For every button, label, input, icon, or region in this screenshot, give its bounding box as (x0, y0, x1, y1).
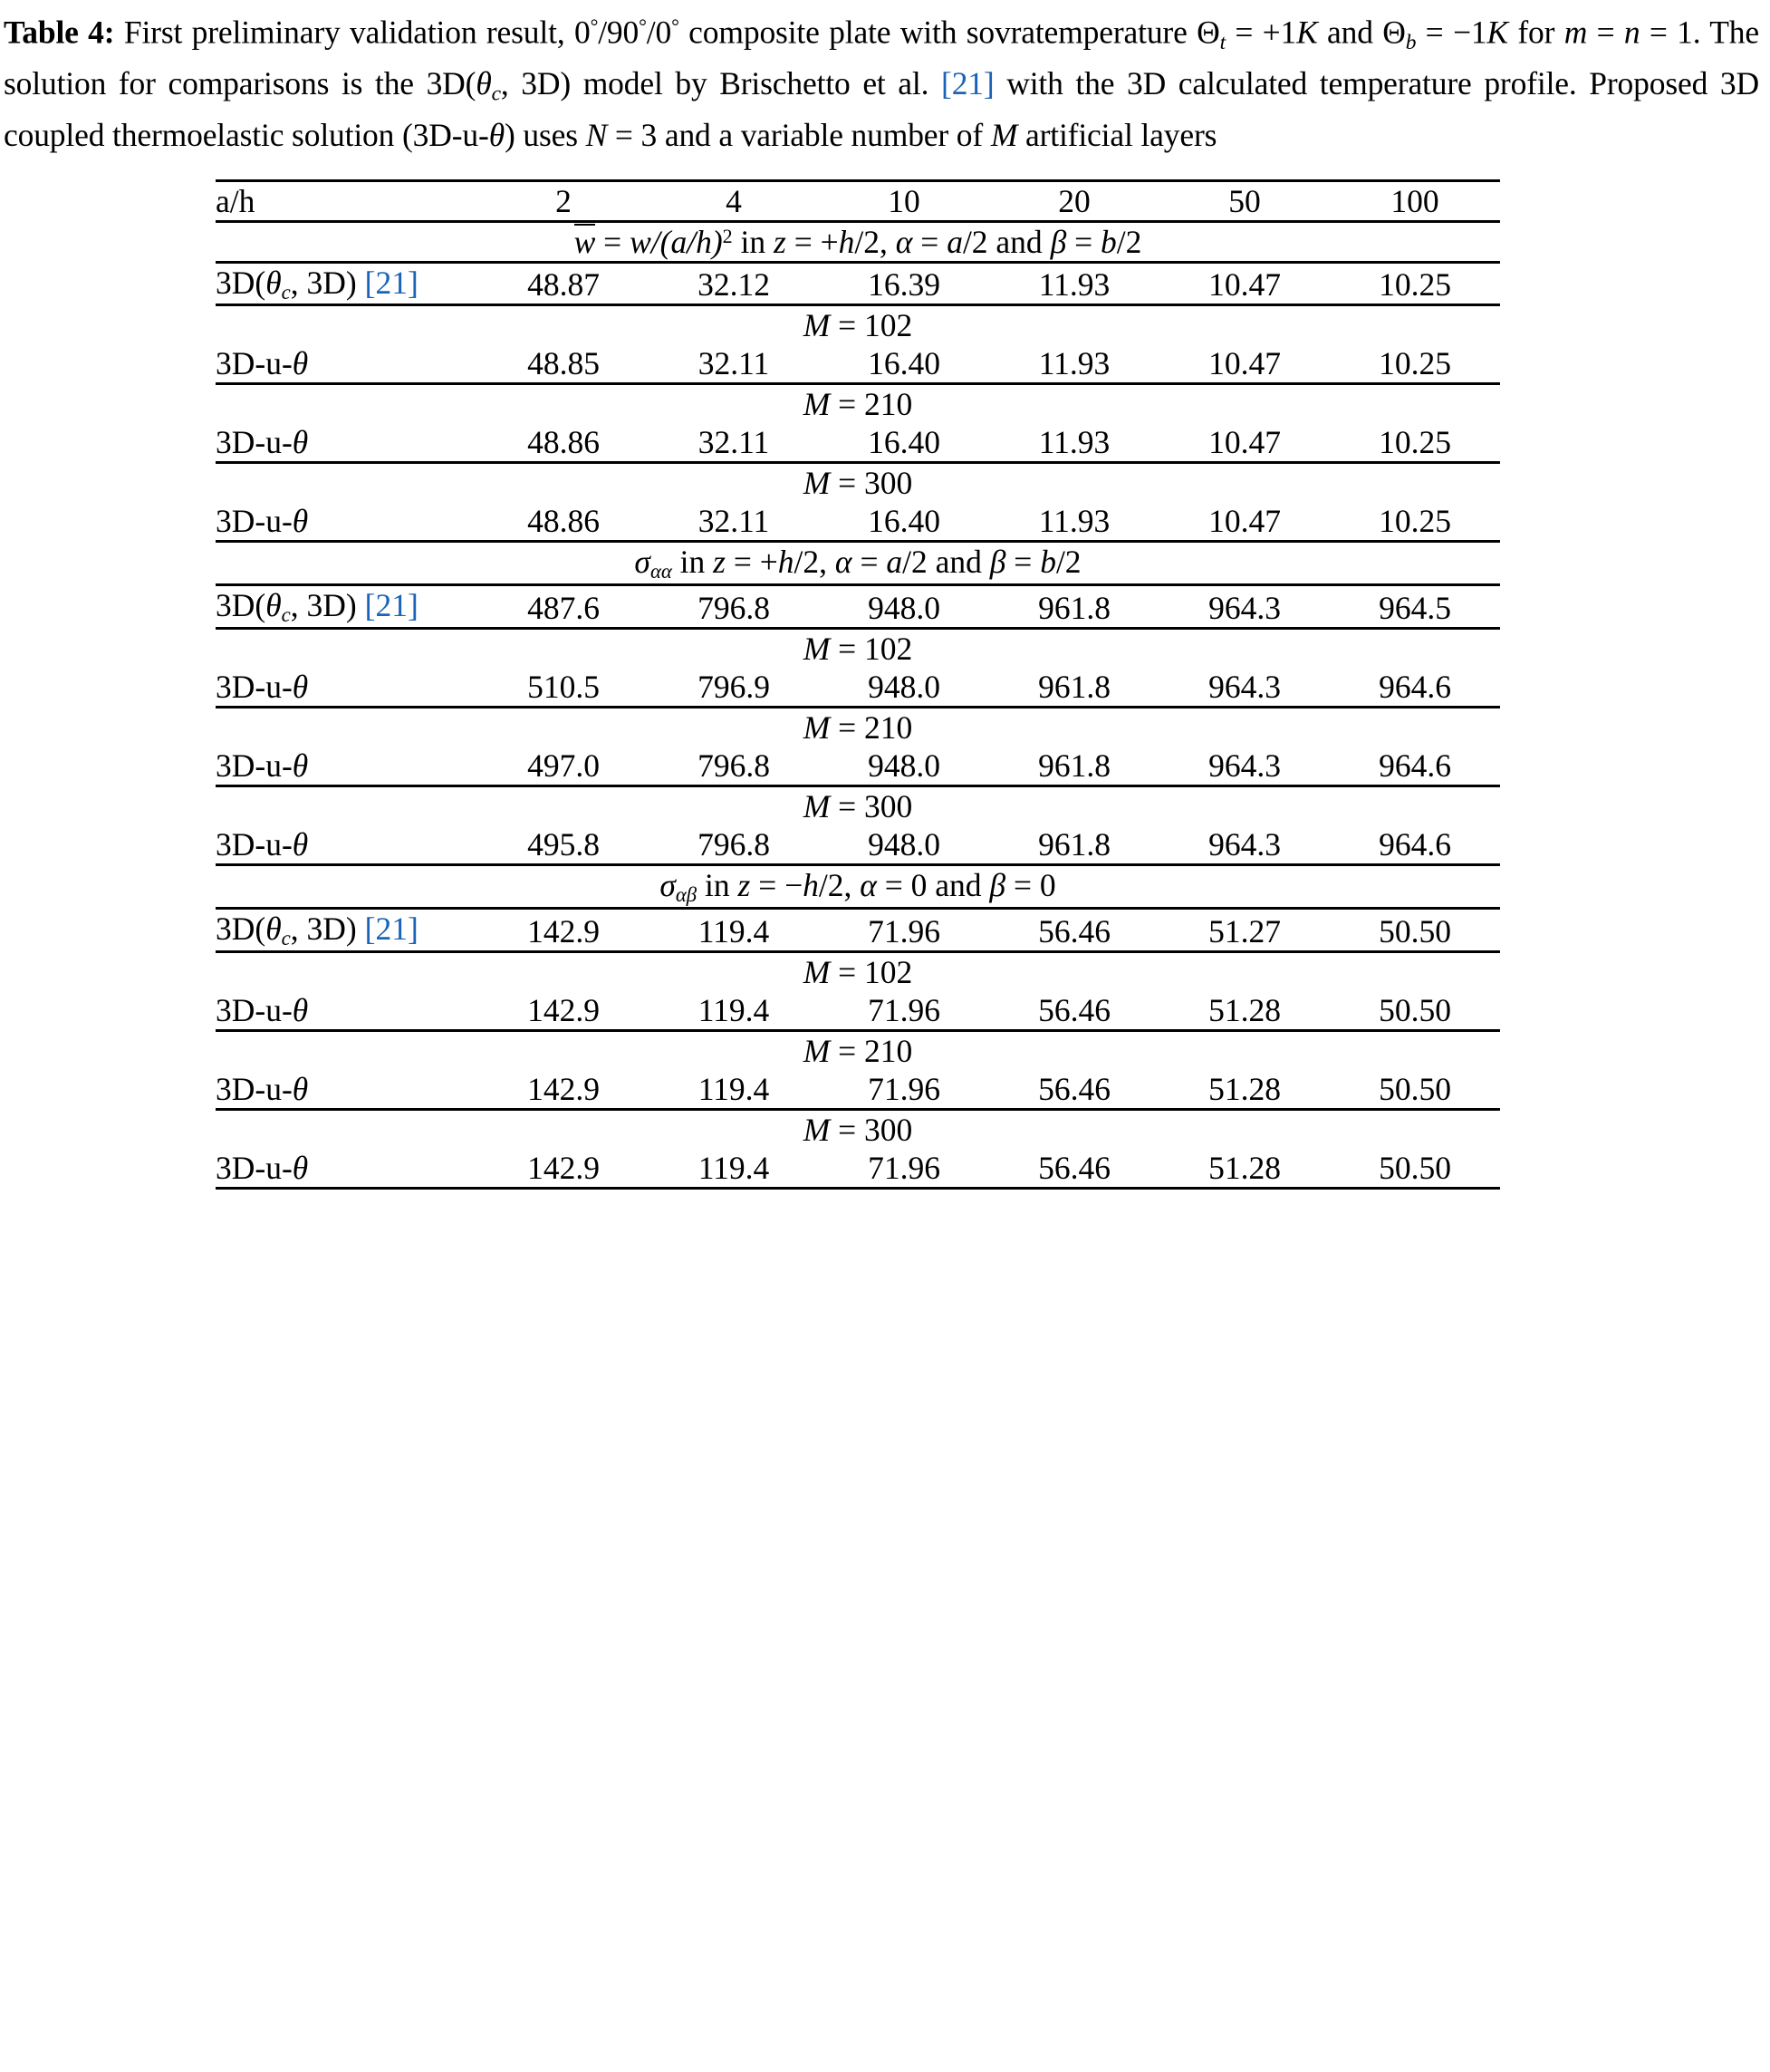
row-label-3d-u-theta (216, 825, 478, 865)
var-b-2: b (1040, 544, 1056, 581)
m-eq: = (830, 631, 865, 668)
cell-value: 10.25 (1379, 503, 1451, 540)
cell-value: 32.11 (697, 503, 770, 540)
word-in-1: in (732, 223, 774, 260)
ref-theta-sub: c (281, 603, 291, 627)
cell-value: 948.0 (819, 585, 989, 629)
cell-value: 142.9 (527, 1071, 600, 1108)
cell-value: 16.39 (819, 262, 989, 305)
half-7: /2, (818, 867, 861, 904)
caption-seg-7: = −1 (1416, 14, 1487, 51)
citation-link-21[interactable]: 21 (375, 911, 408, 948)
ref-bracket-close: ] (407, 587, 418, 624)
cell-value: 119.4 (697, 1150, 770, 1187)
cell-value: 964.3 (1208, 669, 1281, 706)
var-beta-2: β (989, 544, 1006, 581)
var-M: M (990, 116, 1018, 153)
m-symbol: M (803, 954, 831, 991)
cell-value: 497.0 (527, 747, 600, 785)
eq-8: = − (750, 867, 803, 904)
cell-value: 964.6 (1379, 747, 1451, 785)
m-number: 102 (864, 954, 913, 991)
cell-value: 71.96 (868, 1150, 940, 1187)
cell-value: 56.46 (1038, 1150, 1111, 1187)
cell-value: 50.50 (1379, 1071, 1451, 1108)
eq-1: = (595, 223, 630, 260)
m-number: 210 (864, 1033, 913, 1070)
table-row (216, 909, 1500, 952)
cell-value: 964.5 (1330, 585, 1500, 629)
cell-value: 948.0 (868, 669, 940, 706)
caption-seg-11: , 3D) model by Brischetto et al. (500, 64, 942, 101)
m-value-label (216, 629, 1500, 669)
degree-symbol-3: ° (671, 14, 679, 37)
table-header-row (216, 180, 1500, 221)
cell-value: 10.47 (1208, 345, 1281, 382)
ref-prefix: 3D( (216, 264, 266, 301)
var-a-3: a (886, 544, 903, 581)
m-value-label (216, 708, 1500, 747)
paren-open-1: /( (650, 223, 671, 260)
ref-tail: , 3D) (290, 587, 365, 624)
cell-value: 56.46 (1038, 1071, 1111, 1108)
cell-value: 964.6 (1379, 669, 1451, 706)
cell-value: 796.8 (649, 585, 819, 629)
sigma-symbol: σ (634, 544, 650, 581)
table-bottom-rule (216, 1189, 1500, 1190)
proposed-theta: θ (292, 1150, 309, 1187)
cell-value: 56.46 (1038, 992, 1111, 1029)
m-value-label (216, 952, 1500, 992)
cell-value: 51.28 (1208, 1150, 1281, 1187)
cell-value: 32.11 (697, 424, 770, 461)
paren-close-1: ) (711, 223, 723, 260)
cell-value: 48.86 (527, 503, 600, 540)
word-in-3: in (697, 867, 738, 904)
cell-value: 796.8 (697, 747, 770, 785)
caption-seg-5: = +1 (1225, 14, 1297, 51)
proposed-theta: θ (292, 424, 309, 461)
proposed-prefix: 3D-u- (216, 424, 293, 461)
m-value-row-210 (216, 384, 1500, 424)
proposed-prefix: 3D-u- (216, 747, 293, 785)
m-number: 300 (864, 788, 913, 825)
var-alpha-1: α (895, 223, 913, 260)
m-value-row-102 (216, 629, 1500, 669)
row-label-3d-u-theta (216, 991, 478, 1031)
cell-value: 495.8 (527, 826, 600, 863)
table-container (0, 179, 1770, 1190)
cell-value: 11.93 (989, 262, 1159, 305)
eq-7: = (1005, 544, 1041, 581)
var-z-3: z (737, 867, 751, 904)
eq-10: = 0 (1005, 867, 1056, 904)
cell-value: 964.6 (1379, 826, 1451, 863)
section-header-row-wbar (216, 221, 1500, 262)
table-row (216, 1149, 1500, 1189)
row-label-3d-u-theta (216, 747, 478, 786)
cell-value: 961.8 (989, 585, 1159, 629)
m-symbol: M (803, 1033, 831, 1070)
slash-1: / (687, 223, 697, 260)
m-symbol: M (803, 709, 831, 747)
proposed-theta: θ (292, 669, 309, 706)
degree-symbol-2: ° (639, 14, 647, 37)
proposed-theta: θ (292, 503, 309, 540)
sigma-subscript: αβ (675, 883, 697, 907)
cell-value: 32.12 (649, 262, 819, 305)
cell-value: 119.4 (697, 992, 770, 1029)
m-symbol: M (803, 386, 831, 423)
m-value-row-102 (216, 952, 1500, 992)
bottom-rule-cell (216, 1189, 1500, 1190)
var-z-2: z (713, 544, 726, 581)
cell-value: 961.8 (1038, 747, 1111, 785)
var-N: N (585, 116, 608, 153)
m-symbol: M (803, 1112, 831, 1149)
proposed-theta: θ (292, 1071, 309, 1108)
cell-value: 10.47 (1208, 424, 1281, 461)
degree-symbol-1: ° (590, 14, 599, 37)
m-eq: = (830, 1112, 865, 1149)
caption-seg-8: for (1507, 14, 1564, 51)
section-header-sigma-alpha-beta (216, 865, 1500, 909)
word-in-2: in (671, 544, 714, 581)
var-alpha-3: α (860, 867, 877, 904)
var-b-1: b (1101, 223, 1117, 260)
proposed-prefix: 3D-u- (216, 1071, 293, 1108)
m-value-row-102 (216, 305, 1500, 345)
ref-bracket-open: [ (364, 911, 376, 948)
eq-9: = 0 and (876, 867, 990, 904)
column-header-4: 4 (649, 180, 819, 221)
cell-value: 964.3 (1208, 747, 1281, 785)
cell-value: 10.25 (1330, 262, 1500, 305)
cell-value: 48.85 (527, 345, 600, 382)
row-label-3d-reference (216, 262, 478, 305)
cell-value: 10.47 (1208, 503, 1281, 540)
cell-value: 142.9 (527, 1150, 600, 1187)
var-h-2: h (838, 223, 855, 260)
ref-bracket-open: [ (364, 587, 376, 624)
exponent-2: 2 (722, 224, 733, 247)
m-symbol: M (803, 788, 831, 825)
m-value-label (216, 1031, 1500, 1071)
cell-value: 50.50 (1379, 1150, 1451, 1187)
caption-seg-14: = 3 and a variable number of (607, 116, 991, 153)
column-header-ah: a/h (216, 180, 478, 221)
cell-value: 796.8 (697, 826, 770, 863)
row-label-3d-u-theta (216, 1070, 478, 1110)
table-caption-label: Table 4: (4, 14, 115, 51)
cell-value: 10.25 (1379, 424, 1451, 461)
m-number: 300 (864, 1112, 913, 1149)
cell-value: 16.40 (868, 345, 940, 382)
column-header-20: 20 (989, 180, 1159, 221)
m-number: 210 (864, 386, 913, 423)
eq-3: = (912, 223, 948, 260)
half-1: /2, (854, 223, 896, 260)
citation-link-21[interactable]: 21 (951, 64, 984, 101)
half-6: /2 (1055, 544, 1082, 581)
theta-bottom-subscript: b (1405, 30, 1417, 54)
ref-bracket-close: ] (407, 911, 418, 948)
half-3: /2 (1116, 223, 1142, 260)
cell-value: 51.27 (1159, 909, 1330, 952)
var-h-1: h (696, 223, 712, 260)
m-symbol: M (803, 631, 831, 668)
row-label-3d-reference (216, 585, 478, 629)
ref-prefix: 3D( (216, 587, 266, 624)
cell-value: 11.93 (1038, 424, 1111, 461)
ref-theta: θ (265, 264, 282, 301)
table-row (216, 423, 1500, 463)
caption-seg-9: = (1587, 14, 1624, 51)
cell-value: 142.9 (478, 909, 649, 952)
var-theta-2: θ (488, 116, 505, 153)
caption-seg-6: and Θ (1317, 14, 1406, 51)
m-symbol: M (803, 465, 831, 502)
cell-value: 11.93 (1038, 345, 1111, 382)
half-5: /2 and (902, 544, 990, 581)
citation-link-21[interactable]: 21 (375, 587, 408, 624)
m-value-label (216, 384, 1500, 424)
row-label-3d-u-theta (216, 344, 478, 384)
cell-value: 119.4 (649, 909, 819, 952)
m-eq: = (830, 954, 865, 991)
cell-value: 964.3 (1159, 585, 1330, 629)
var-z-1: z (774, 223, 786, 260)
m-eq: = (830, 307, 865, 344)
cell-value: 948.0 (868, 747, 940, 785)
row-label-3d-reference (216, 909, 478, 952)
proposed-prefix: 3D-u- (216, 826, 293, 863)
proposed-prefix: 3D-u- (216, 669, 293, 706)
proposed-prefix: 3D-u- (216, 992, 293, 1029)
section-header-row-sigma-aa (216, 542, 1500, 585)
var-alpha-2: α (834, 544, 852, 581)
var-h-4: h (803, 867, 819, 904)
m-number: 300 (864, 465, 913, 502)
m-value-row-300 (216, 786, 1500, 826)
m-eq: = (830, 1033, 865, 1070)
proposed-prefix: 3D-u- (216, 503, 293, 540)
row-label-3d-u-theta (216, 1149, 478, 1189)
table-row (216, 668, 1500, 708)
table-row (216, 262, 1500, 305)
cell-value: 10.47 (1159, 262, 1330, 305)
m-value-label (216, 786, 1500, 826)
cell-value: 71.96 (868, 1071, 940, 1108)
ref-bracket-open: [ (364, 264, 376, 301)
theta-c-subscript: c (491, 82, 501, 106)
cell-value: 51.28 (1208, 1071, 1281, 1108)
sigma-symbol: σ (659, 867, 676, 904)
caption-seg-3: /0 (646, 14, 672, 51)
proposed-prefix: 3D-u- (216, 345, 293, 382)
sigma-subscript: αα (649, 560, 672, 583)
cell-value: 961.8 (1038, 669, 1111, 706)
section-header-wbar (216, 221, 1500, 262)
column-header-10: 10 (819, 180, 989, 221)
m-value-label (216, 463, 1500, 503)
cell-value: 71.96 (819, 909, 989, 952)
m-eq: = (830, 465, 865, 502)
w-bar-symbol: w (573, 223, 596, 260)
cell-value: 10.25 (1379, 345, 1451, 382)
column-header-2: 2 (478, 180, 649, 221)
m-value-row-300 (216, 1110, 1500, 1150)
cell-value: 119.4 (697, 1071, 770, 1108)
cell-value: 48.87 (478, 262, 649, 305)
row-label-3d-u-theta (216, 668, 478, 708)
table-caption (0, 0, 1763, 156)
var-theta-c: θ (476, 64, 492, 101)
citation-link-21[interactable]: 21 (375, 264, 408, 301)
caption-seg-2: /90 (598, 14, 640, 51)
kelvin-italic-1: K (1296, 14, 1318, 51)
var-m: m (1563, 14, 1588, 51)
m-symbol: M (803, 307, 831, 344)
cell-value: 16.40 (868, 503, 940, 540)
row-label-3d-u-theta (216, 502, 478, 542)
eq-2: = + (785, 223, 839, 260)
m-value-row-300 (216, 463, 1500, 503)
caption-seg-4: composite plate with sovratemperature Θ (678, 14, 1220, 51)
caption-seg-1: First preliminary validation result, 0 (123, 14, 591, 51)
proposed-theta: θ (292, 345, 309, 382)
validation-results-table (216, 179, 1500, 1190)
eq-5: = + (726, 544, 778, 581)
eq-6: = (851, 544, 887, 581)
m-eq: = (830, 788, 865, 825)
column-header-100: 100 (1330, 180, 1500, 221)
ref-theta-sub: c (281, 280, 291, 304)
var-n: n (1623, 14, 1640, 51)
ref-tail: , 3D) (290, 264, 365, 301)
cell-value: 964.3 (1208, 826, 1281, 863)
cell-value: 51.28 (1208, 992, 1281, 1029)
m-eq: = (830, 709, 865, 747)
column-header-50: 50 (1159, 180, 1330, 221)
table-row (216, 991, 1500, 1031)
eq-4: = (1066, 223, 1101, 260)
table-row (216, 1070, 1500, 1110)
ref-theta: θ (265, 587, 282, 624)
table-row (216, 502, 1500, 542)
section-header-row-sigma-ab (216, 865, 1500, 909)
var-beta-1: β (1050, 223, 1067, 260)
cell-value: 796.9 (697, 669, 770, 706)
cell-value: 32.11 (697, 345, 770, 382)
caption-seg-12: with the 3D calculated temperature profile. Proposed 3D coupled thermoelastic solution (3D-u- (4, 64, 1759, 153)
citation-bracket-close: ] (983, 64, 995, 101)
var-a-1: a (670, 223, 688, 260)
cell-value: 142.9 (527, 992, 600, 1029)
cell-value: 48.86 (527, 424, 600, 461)
m-value-row-210 (216, 1031, 1500, 1071)
ref-theta-sub: c (281, 927, 291, 950)
citation-bracket-open: [ (941, 64, 952, 101)
m-number: 102 (864, 307, 913, 344)
cell-value: 56.46 (989, 909, 1159, 952)
table-row (216, 585, 1500, 629)
var-h-3: h (777, 544, 794, 581)
cell-value: 71.96 (868, 992, 940, 1029)
caption-seg-15: artificial layers (1017, 116, 1217, 153)
cell-value: 487.6 (478, 585, 649, 629)
cell-value: 948.0 (868, 826, 940, 863)
proposed-theta: θ (292, 747, 309, 785)
cell-value: 16.40 (868, 424, 940, 461)
ref-tail: , 3D) (290, 911, 365, 948)
cell-value: 50.50 (1379, 992, 1451, 1029)
m-value-label (216, 305, 1500, 345)
half-4: /2, (794, 544, 835, 581)
m-value-label (216, 1110, 1500, 1150)
caption-seg-10: = 1. The solution for comparisons is the 3D( (4, 14, 1759, 101)
table-row (216, 344, 1500, 384)
table-row (216, 747, 1500, 786)
cell-value: 961.8 (1038, 826, 1111, 863)
section-header-sigma-alpha-alpha (216, 542, 1500, 585)
m-number: 102 (864, 631, 913, 668)
m-number: 210 (864, 709, 913, 747)
m-eq: = (830, 386, 865, 423)
ref-theta: θ (265, 911, 282, 948)
proposed-theta: θ (292, 826, 309, 863)
caption-seg-13: ) uses (504, 116, 586, 153)
theta-top-subscript: t (1219, 30, 1226, 54)
var-a-2: a (947, 223, 963, 260)
ref-prefix: 3D( (216, 911, 266, 948)
ref-bracket-close: ] (407, 264, 418, 301)
var-beta-3: β (989, 867, 1006, 904)
table-row (216, 825, 1500, 865)
cell-value: 510.5 (527, 669, 600, 706)
row-label-3d-u-theta (216, 423, 478, 463)
cell-value: 50.50 (1330, 909, 1500, 952)
cell-value: 11.93 (1038, 503, 1111, 540)
kelvin-italic-2: K (1486, 14, 1508, 51)
half-2: /2 and (962, 223, 1051, 260)
m-value-row-210 (216, 708, 1500, 747)
proposed-prefix: 3D-u- (216, 1150, 293, 1187)
proposed-theta: θ (292, 992, 309, 1029)
var-w: w (630, 223, 651, 260)
